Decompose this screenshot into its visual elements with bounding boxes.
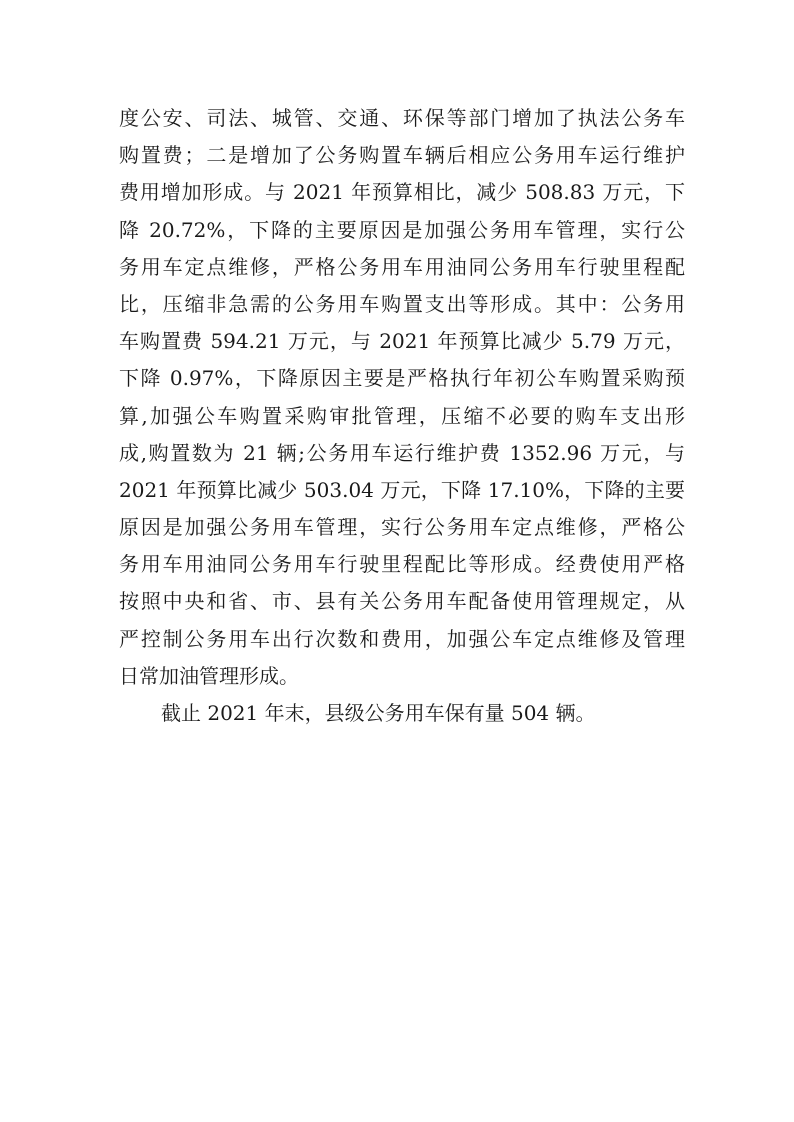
text-line: 车购置费 594.21 万元，与 2021 年预算比减少 5.79 万元， (119, 329, 685, 354)
text-line: 按照中央和省、市、县有关公务用车配备使用管理规定，从 (119, 589, 685, 614)
text-line: 度公安、司法、城管、交通、环保等部门增加了执法公务车 (119, 106, 685, 130)
body-text (119, 100, 685, 732)
text-line: 降 20.72%，下降的主要原因是加强公务用车管理，实行公 (119, 217, 685, 242)
text-line: 务用车用油同公务用车行驶里程配比等形成。经费使用严格 (119, 552, 685, 577)
text-line: 日常加油管理形成。 (119, 663, 299, 688)
paragraph-vehicle-count (119, 695, 685, 732)
text-line: 2021 年预算比减少 503.04 万元，下降 17.10%，下降的主要 (119, 477, 685, 502)
text-line: 算,加强公车购置采购审批管理，压缩不必要的购车支出形 (119, 403, 685, 428)
text-line: 费用增加形成。与 2021 年预算相比，减少 508.83 万元，下 (119, 180, 685, 205)
text-line: 务用车定点维修，严格公务用车用油同公务用车行驶里程配 (119, 254, 685, 279)
text-line: 购置费；二是增加了公务购置车辆后相应公务用车运行维护 (119, 143, 685, 168)
text-line: 截止 2021 年末，县级公务用车保有量 504 辆。 (161, 701, 596, 725)
text-line: 比，压缩非急需的公务用车购置支出等形成。其中：公务用 (119, 291, 685, 316)
text-line: 下降 0.97%，下降原因主要是严格执行年初公车购置采购预 (119, 366, 685, 391)
text-line: 成,购置数为 21 辆;公务用车运行维护费 1352.96 万元，与 (119, 440, 685, 465)
text-line: 原因是加强公务用车管理，实行公务用车定点维修，严格公 (119, 515, 685, 540)
paragraph-vehicle-costs (119, 100, 685, 695)
text-line: 严控制公务用车出行次数和费用，加强公车定点维修及管理 (119, 626, 685, 651)
